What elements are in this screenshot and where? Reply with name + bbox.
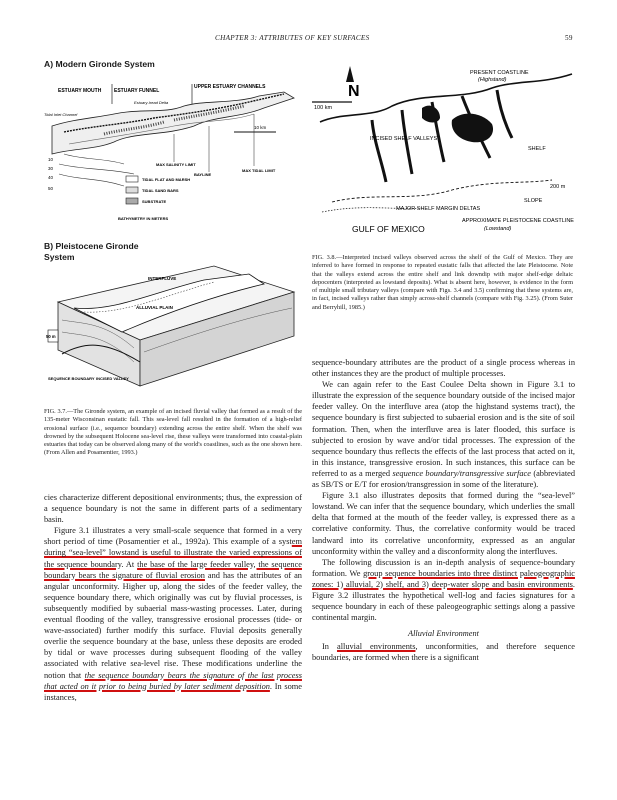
right-paragraph-1: sequence-boundary attributes are the product of a single process whereas in other instances they are the product of multiple processes.	[312, 358, 575, 379]
right-paragraph-4: The following discussion is an in-depth analysis of sequence-boundary formation. We group sequence boundaries into three distinct paleogeographic zones: 1) alluvial, 2) shelf, and 3) deep-water slope and basin environments. Figure 3.2 illustrates the hypothetical well-log and facies signatures for a sequence boundary in each of these paleogeographic settings along a passive continental margin.	[312, 557, 575, 623]
lbl-bathymetry: BATHYMETRY IN METERS	[118, 216, 169, 221]
lbl-alluvial-plain: ALLUVIAL PLAIN	[136, 305, 173, 310]
lbl-estuary-head: Estuary-head Delta	[134, 100, 169, 105]
left-paragraph-2: Figure 3.1 illustrates a very small-scale sequence that formed in a very short period of time (Posamentier et al., 1992a). This example of a system during “sea-level” lowstand is useful to illustrate the varied expressions of the sequence boundary. At the base of the large feeder valley, the sequence boundary bears the signature of fluvial erosion and has the attributes of an angular unconformity. Higher up, along the sides of the feeder valley, the sequence boundary there, which originally was cut by fluvial processes, is subsequently modified by subaerial mass-wasting processes. Later, during eventual flooding of the valley, transgressive erosional processes (tide- or wave-associated) further modify this surface. Fluvial deposits generally overlie the sequence boundary at the base, unless these deposits are eroded by tidal or wave processes during subsequent flooding of the valley associated with relative sea-level rise. These modifications underline the notion that the sequence boundary bears the signature of the last process that acted on it prior to being buried by later sediment deposition. In some instances,	[44, 526, 302, 702]
lbl-max-tidal: MAX TIDAL LIMIT	[242, 168, 276, 173]
lbl-lowstand-coast: APPROXIMATE PLEISTOCENE COASTLINE	[462, 218, 574, 224]
lbl-10km: 10 km	[254, 125, 267, 130]
fig-a-diagram	[44, 74, 302, 234]
right-paragraph-5: In alluvial environments, unconformities, and therefore sequence boundaries, are formed when there is a significant	[312, 642, 576, 663]
lbl-100km: 100 km	[314, 105, 333, 111]
underline-alluvial: alluvial environments	[336, 642, 416, 652]
lbl-200m: 200 m	[550, 184, 566, 190]
north-arrow: N	[348, 83, 360, 100]
lbl-tidal-inlet: Tidal Inlet Channel	[44, 112, 78, 117]
legend-substrate: SUBSTRATE	[142, 199, 167, 204]
lbl-highstand: (Highstand)	[478, 77, 507, 83]
legend-tidal-flat: TIDAL FLAT AND MARSH	[142, 177, 191, 182]
lbl-incised-valley: INCISED VALLEY	[96, 376, 129, 381]
lbl-bayline: BAYLINE	[194, 172, 212, 177]
chapter-title: CHAPTER 3: ATTRIBUTES OF KEY SURFACES	[215, 34, 370, 42]
fig-b-title: B) Pleistocene Gironde System	[44, 241, 139, 262]
underline-zones: group sequence boundaries into three distinct paleogeographic zones: 1) alluvial, 2) shelf, and 3) deep-water slope and basin environments	[312, 568, 575, 589]
lbl-deltas: MAJOR SHELF MARGIN DELTAS	[396, 206, 481, 212]
lbl-present-coastline: PRESENT COASTLINE	[470, 70, 529, 76]
lbl-upper-estuary: UPPER ESTUARY CHANNELS	[194, 84, 266, 90]
underline-lowstand: em during “sea-level” lowstand is useful to illustrate the varied expressions of the sequence boundary	[44, 537, 302, 569]
right-paragraph-2: We can again refer to the East Coulee Delta shown in Figure 3.1 to illustrate the expression of the sequence boundary outside of the incised major feeder valley. On the interfluve area (atop the highstand systems tract), the sequence boundary is first subjected to subaerial erosion and is the site of soil formation. Then, when the interfluve area is later flooded, this surface is subjected to erosion by wave and/or tidal processes. The expression of the sequence boundary thus reflects the effects of the last process that acted on it, in this instance, transgressive erosion. In such instances, this surface can be referred to as a merged sequence boundary/transgressive surface (abbreviated as SB/TS or E/T for erosion/transgression in some of the literature).	[312, 380, 576, 490]
underline-last-process: the sequence boundary bears the signature of the last process that acted on it prior to being buried by later sediment deposition	[44, 670, 302, 691]
lbl-max-salinity: MAX SALINITY LIMIT	[156, 162, 196, 167]
depth-50: 50	[48, 186, 54, 191]
lbl-estuary-funnel: ESTUARY FUNNEL	[114, 88, 160, 94]
lbl-sequence-boundary: SEQUENCE BOUNDARY	[48, 376, 95, 381]
fig-b-diagram	[44, 262, 302, 402]
underline-fluvial: the base of the large feeder valley, the sequence boundary bears the signature of fluvial erosion	[44, 559, 302, 580]
legend-sand-bars: TIDAL SAND BARS	[142, 188, 179, 193]
lbl-shelf: SHELF	[528, 146, 546, 152]
caption-fig-3-7: FIG. 3.7.—The Gironde system, an example of an incised fluvial valley that formed as a result of the 135-meter Wisconsinan eustatic fall. This sea-level fall resulted in the formation of a high-relief erosional surface (i.e., sequence boundary) extending across the entire shelf. When the shelf was drowned by the subsequent Holocene sea-level rise, these valleys were transformed into coastal-plain estuaries that today can be observed along many of the world's coastlines, such as the one shown here. (From Allen and Posamentier, 1993.)	[44, 408, 302, 457]
depth-30: 30	[48, 166, 54, 171]
lbl-lowstand: (Lowstand)	[484, 226, 512, 232]
section-heading-alluvial: Alluvial Environment	[408, 629, 479, 639]
depth-10: 10	[48, 157, 54, 162]
lbl-incised-valleys: INCISED SHELF VALLEYS	[370, 136, 438, 142]
lbl-estuary-mouth: ESTUARY MOUTH	[58, 88, 102, 94]
depth-40: 40	[48, 175, 54, 180]
fig-a-title: A) Modern Gironde System	[44, 59, 155, 69]
lbl-slope: SLOPE	[524, 198, 543, 204]
left-paragraph-1: cies characterize different depositional environments; thus, the expression of a sequence boundary is not the same in different parts of a sedimentary basin.	[44, 493, 302, 525]
right-paragraph-3: Figure 3.1 also illustrates deposits that formed during the “sea-level” lowstand. We can infer that the sequence boundary, which underlies the small delta that formed at the mouth of the feeder valley, is expressed there as a correlative conformity. Thus, the correlative conformity would be traced landward into its correlative unconformity, expressed as an angular unconformity within the valley and a disconformity along the interfluves.	[312, 491, 575, 556]
page-number: 59	[565, 34, 573, 42]
lbl-interfluve: INTERFLUVE	[148, 276, 177, 281]
left-column	[44, 492, 302, 703]
lbl-gulf: GULF OF MEXICO	[352, 224, 425, 234]
fig-38-map	[312, 62, 577, 252]
right-column	[312, 357, 575, 664]
caption-fig-3-8: FIG. 3.8.—Interpreted incised valleys observed across the shelf of the Gulf of Mexico. They are inferred to have formed in response to repeated eustatic falls that affected the late Pleistocene. Note that the valleys extend across the entire shelf and link downdip with major shelf-edge deltaic depocenters (interpreted as lowstand deposits). What is absent here, however, is evidence in the form of multiple small tributary valleys (compare with Figs. 3.4 and 3.5) confirming that these systems are, in fact, incised valleys rather than simply across-shelf channels (compare with Fig. 3.25). (From Suter and Berryhill, 1985.)	[312, 254, 573, 311]
lbl-50m: 50 m	[46, 334, 56, 339]
